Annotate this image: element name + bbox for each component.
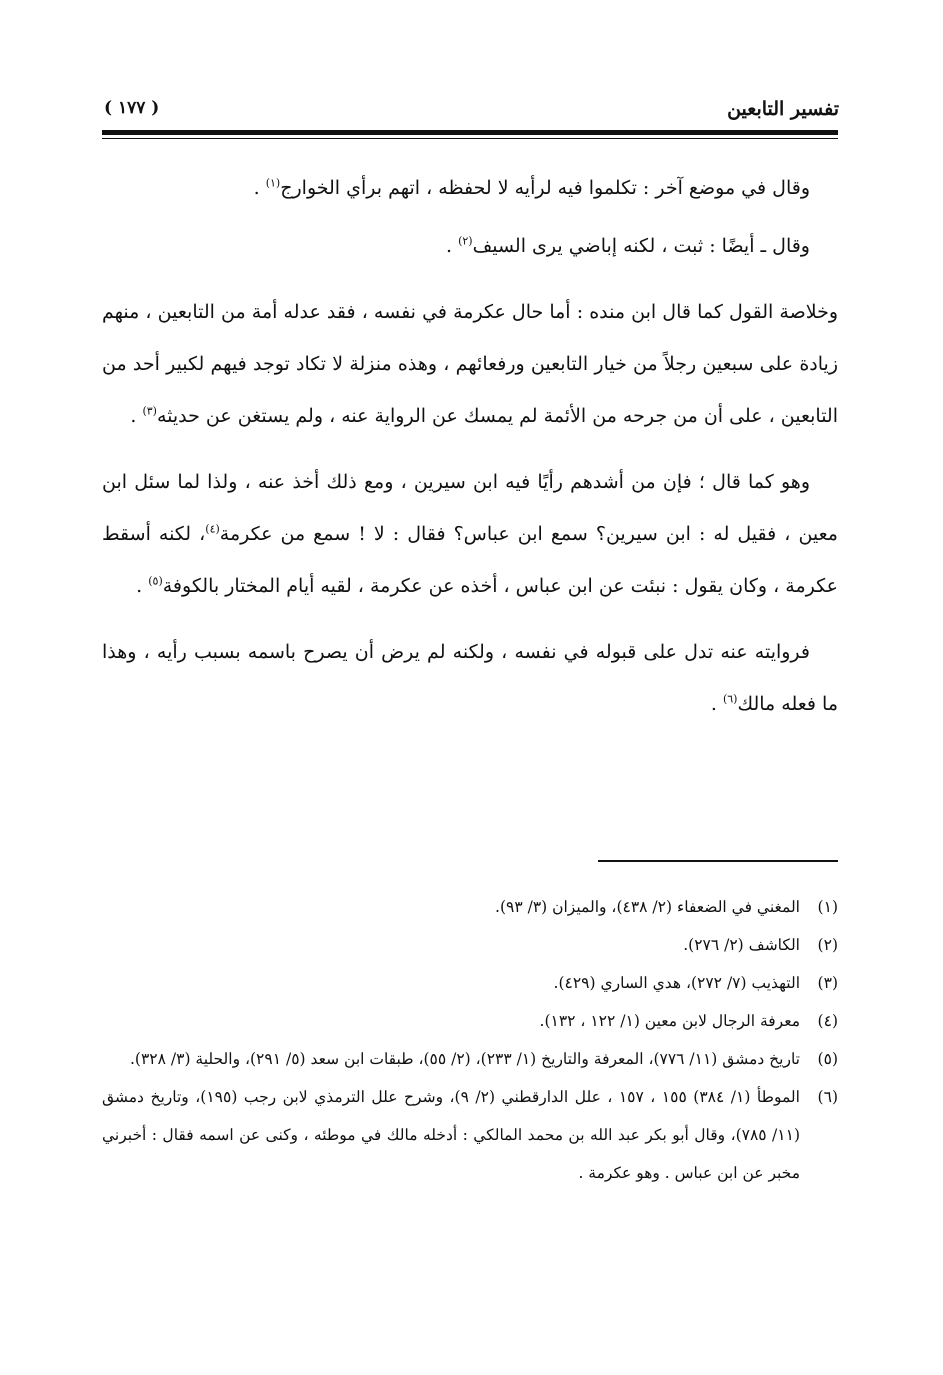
paragraph-3-text: وخلاصة القول كما قال ابن منده : أما حال عكرمة في نفسه ، فقد عدله أمة من التابعين ، منهم زيادة على سبعين رجلاً من خيار التابعين ورفعائهم ، وهذه منزلة لا تكاد توجد فيهم لكبير أحد من التابعين ، على أن من جرحه من الأئمة لم يمسك عن الرواية عنه ، ولم يستغن عن حديثه	[102, 301, 838, 427]
footnote-3	[102, 964, 838, 1002]
footnote-number: (١)	[817, 898, 838, 916]
paragraph-3-end: .	[130, 405, 143, 427]
footnote-ref-1: (١)	[265, 176, 281, 190]
footnote-ref-4: (٤)	[205, 522, 220, 536]
footnote-4	[102, 1002, 838, 1040]
footnote-text: المغني في الضعفاء (٢/ ٤٣٨)، والميزان (٣/ ٩٣).	[495, 898, 800, 916]
paragraph-1	[102, 162, 838, 214]
footnote-ref-5: (٥)	[148, 574, 163, 588]
paragraph-5-end: .	[710, 693, 723, 715]
footnote-text: تاريخ دمشق (١١/ ٧٧٦)، المعرفة والتاريخ (١/ ٢٣٣)، (٢/ ٥٥)، طبقات ابن سعد (٥/ ٢٩١)، والحلية (٣/ ٣٢٨).	[130, 1050, 800, 1068]
footnote-2	[102, 926, 838, 964]
paragraph-5	[102, 626, 838, 730]
running-header-title: تفسير التابعين	[727, 98, 839, 120]
paragraph-1-text: وقال في موضع آخر : تكلموا فيه لرأيه لا لحفظه ، اتهم برأي الخوارج	[280, 177, 810, 199]
paragraph-2	[102, 220, 838, 272]
footnotes	[102, 888, 838, 1192]
paragraph-4-end: .	[136, 575, 149, 597]
header-rule-thick	[102, 130, 838, 135]
footnote-ref-6: (٦)	[722, 692, 738, 706]
footnote-number: (٢)	[817, 936, 838, 954]
footnote-5	[102, 1040, 838, 1078]
footnote-ref-3: (٣)	[142, 404, 157, 418]
footnote-text: الكاشف (٢/ ٢٧٦).	[683, 936, 800, 954]
footnote-ref-2: (٢)	[458, 234, 473, 248]
paragraph-4-text-a: وهو كما قال ؛ فإن من أشدهم رأيًا فيه ابن سيرين ، ومع ذلك أخذ عنه ، ولذا لما سئل ابن معين ، فقيل له : ابن سيرين؟ سمع ابن عباس؟ فقال : لا ! سمع من عكرمة	[102, 471, 838, 545]
footnote-1	[102, 888, 838, 926]
footnote-number: (٦)	[817, 1088, 838, 1106]
paragraph-4	[102, 456, 838, 612]
paragraph-2-end: .	[445, 235, 459, 257]
paragraph-2-text: وقال ـ أيضًا : ثبت ، لكنه إباضي يرى السيف	[472, 235, 810, 257]
paragraph-5-text: فروايته عنه تدل على قبوله في نفسه ، ولكنه لم يرض أن يصرح باسمه بسبب رأيه ، وهذا ما فعله مالك	[102, 641, 838, 715]
footnote-text: الموطأ (١/ ٣٨٤) ١٥٥ ، ١٥٧ ، علل الدارقطني (٢/ ٩)، وشرح علل الترمذي لابن رجب (١٩٥)، وتاريخ دمشق (١١/ ٧٨٥)، وقال أبو بكر عبد الله بن محمد المالكي : أدخله مالك في موطئه ، وكنى عن اسمه فقال : أخبرني مخبر عن ابن عباس . وهو عكرمة .	[102, 1088, 800, 1182]
main-text	[102, 162, 838, 730]
footnote-separator	[598, 860, 838, 862]
page-number: ( ١٧٧ )	[104, 98, 160, 118]
paragraph-1-end: .	[253, 177, 266, 199]
paragraph-3	[102, 286, 838, 442]
footnote-6	[102, 1078, 838, 1192]
footnote-text: التهذيب (٧/ ٢٧٢)، هدي الساري (٤٢٩).	[553, 974, 800, 992]
footnote-text: معرفة الرجال لابن معين (١/ ١٢٢ ، ١٣٢).	[539, 1012, 800, 1030]
footnote-number: (٣)	[817, 974, 838, 992]
paragraph-4-text-b: ، لكنه أسقط عكرمة ، وكان يقول : نبئت عن ابن عباس ، أخذه عن عكرمة ، لقيه أيام المختار بالكوفة	[102, 523, 838, 597]
footnote-number: (٤)	[817, 1012, 838, 1030]
header-rule-thin	[102, 138, 838, 139]
footnote-number: (٥)	[817, 1050, 838, 1068]
